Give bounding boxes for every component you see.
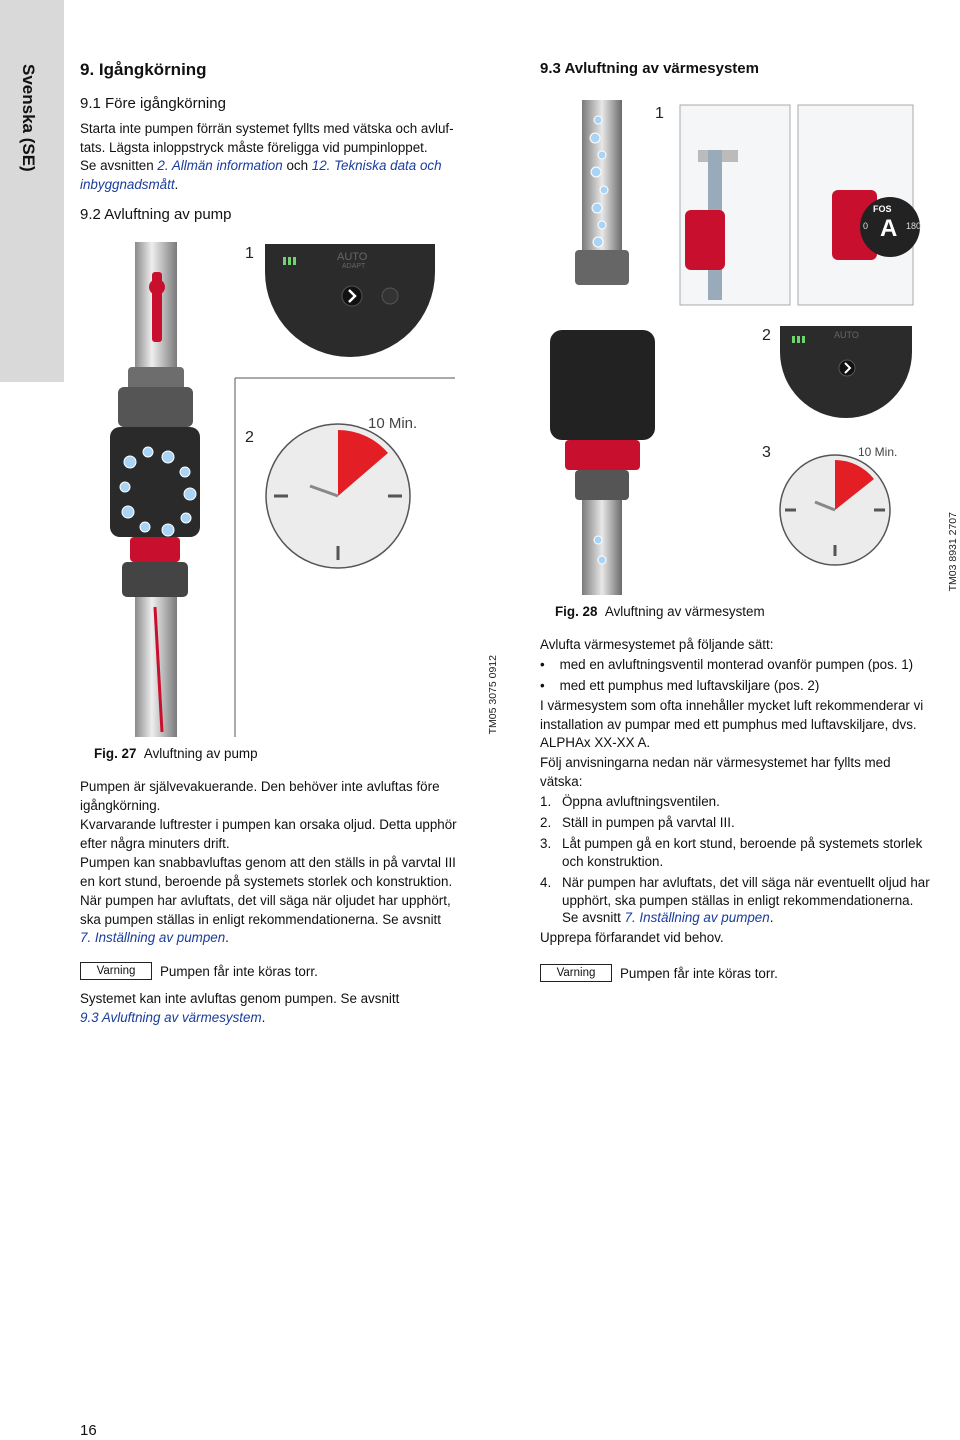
- fig27-code: TM05 3075 0912: [487, 655, 499, 735]
- link-general-info[interactable]: 2. Allmän information: [157, 158, 283, 173]
- panel-auto-text: AUTO: [337, 251, 368, 263]
- text-line: tats. Lägsta inloppstryck måste föreligga vid pumpinloppet.: [80, 139, 428, 155]
- warning-label: Varning: [80, 962, 152, 980]
- para-recommend: I värmesystem som ofta innehåller mycket luft rekommenderar vi installation av pumpar med ett pumphus med luftavskiljare, dvs. ALPHAx XX-XX A.: [540, 698, 924, 750]
- language-side-tab: [0, 0, 64, 382]
- pump-connector-top: [118, 387, 193, 427]
- para-9-1: Starta inte pumpen förrän systemet fyllts med vätska och avluf- tats. Lägsta inloppstryck måste föreligga vid pumpinloppet. Se avsnitten 2. Allmän information och 12. Tekniska data och inbyggnadsmått.: [80, 120, 500, 194]
- heading-9-3: 9.3 Avluftning av värmesystem: [540, 60, 759, 77]
- text-line: Starta inte pumpen förrän systemet fyllts med vätska och avluf-: [80, 121, 454, 136]
- panel-adapt-text: ADAPT: [342, 263, 366, 270]
- valve-a: A: [880, 215, 898, 242]
- para-repeat: Upprepa förfarandet vid behov.: [540, 930, 724, 945]
- fig28-caption: Fig. 28 Avluftning av värmesystem: [555, 604, 765, 619]
- text-span: Se avsnitten: [80, 158, 158, 173]
- para-after-vent: När pumpen har avluftats, det vill säga när oljudet har upphört, ska pumpen ställas in enligt rekommendationerna. Se avsnitt 7. Inställning av pumpen.: [80, 893, 451, 945]
- link-tech-data[interactable]: 12. Tekniska data och: [311, 158, 442, 173]
- fig27-min: 10 Min.: [368, 415, 418, 432]
- heading-9-2: 9.2 Avluftning av pump: [80, 206, 232, 223]
- warning-left: [80, 962, 318, 980]
- fig27-step2: 2: [245, 429, 254, 446]
- language-label: Svenska (SE): [19, 64, 38, 172]
- heading-9: 9. Igångkörning: [80, 60, 207, 79]
- pump-connector-bottom: [122, 562, 188, 597]
- link-pump-setting-2[interactable]: 7. Inställning av pumpen: [624, 910, 770, 925]
- link-tech-data-cont[interactable]: inbyggnadsmått: [80, 176, 175, 192]
- para-follow: Följ anvisningarna nedan när värmesystemet har fyllts med vätska:: [540, 755, 891, 789]
- fig28-step2: 2: [762, 327, 771, 344]
- fig27-illustration: [90, 232, 510, 742]
- warning-right: [540, 964, 778, 982]
- fig28-step1: 1: [655, 105, 664, 122]
- warning-text-2: Pumpen får inte köras torr.: [620, 965, 778, 981]
- panel2-auto: AUTO: [834, 330, 859, 340]
- fig27-caption: Fig. 27 Avluftning av pump: [94, 746, 258, 761]
- fig28-min: 10 Min.: [858, 445, 898, 459]
- valve-knob: [149, 279, 165, 295]
- warning-text: Pumpen får inte köras torr.: [160, 963, 318, 979]
- photo-vent-valve: [680, 105, 790, 305]
- para-quick-vent: Pumpen kan snabbavluftas genom att den ställs in på varvtal III en kort stund, beroende på systemets storlek och konstruktion.: [80, 855, 456, 889]
- bullet-2: • med ett pumphus med luftavskiljare (pos. 2): [540, 678, 820, 693]
- fig28-step3: 3: [762, 444, 771, 461]
- para-self-venting: Pumpen är självevakuerande. Den behöver inte avluftas före igångkörning.: [80, 779, 440, 813]
- bullet-1: • med en avluftningsventil monterad ovanför pumpen (pos. 1): [540, 657, 914, 672]
- fig27-step1: 1: [245, 245, 254, 262]
- pipe-vertical: [582, 100, 622, 260]
- valve-180: 180: [906, 221, 922, 231]
- fig28-code: TM03 8931 2707: [947, 512, 959, 592]
- heading-9-1: 9.1 Före igångkörning: [80, 95, 226, 112]
- link-pump-setting[interactable]: 7. Inställning av pumpen: [80, 930, 226, 945]
- valve-0: 0: [863, 221, 869, 231]
- warning-label-2: Varning: [540, 964, 612, 982]
- para-system-vent: Systemet kan inte avluftas genom pumpen. Se avsnitt 9.3 Avluftning av värmesystem.: [80, 991, 400, 1025]
- para-intro: Avlufta värmesystemet på följande sätt:: [540, 637, 774, 652]
- valve-brand: FOS: [873, 204, 892, 214]
- page-number: 16: [80, 1422, 97, 1439]
- link-system-vent[interactable]: 9.3 Avluftning av värmesystem: [80, 1009, 262, 1025]
- fig28-illustration: [540, 90, 940, 600]
- panel-button-icon: [342, 286, 362, 306]
- pump-red-ring: [130, 537, 180, 562]
- para-air-residue: Kvarvarande luftrester i pumpen kan orsaka oljud. Detta upphör efter några minuters drift.: [80, 817, 457, 851]
- pump-body-2: [550, 330, 655, 440]
